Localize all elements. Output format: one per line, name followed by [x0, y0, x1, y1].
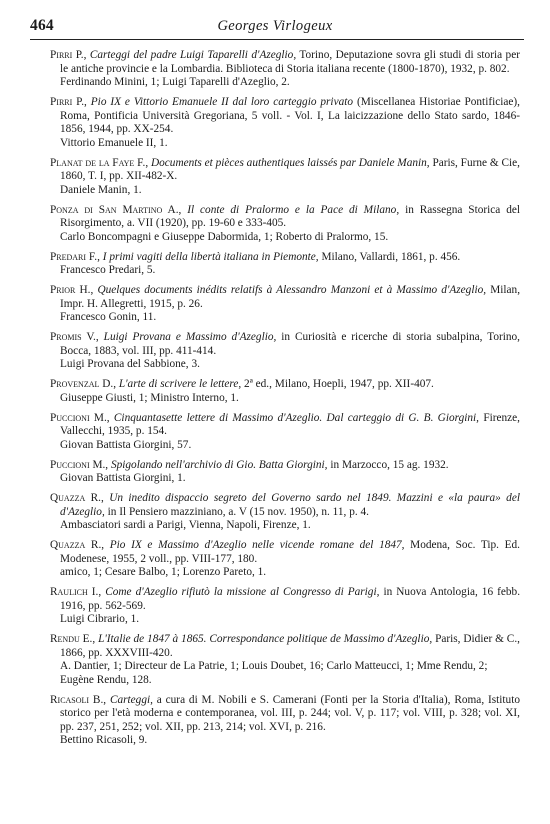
bibliography-entry	[50, 96, 520, 150]
entry-details: in Il Pensiero mazziniano, a. V (15 nov. 1950), n. 11, p. 4.	[107, 505, 369, 518]
entry-details: in Marzocco, 15 ag. 1932.	[330, 458, 449, 471]
bibliography-entry	[50, 49, 520, 90]
bibliography-entry	[50, 284, 520, 325]
entry-details: in Curiosità e ricerche di storia subalpina, Torino, Bocca, 1883, vol. III, pp. 411-414.	[60, 331, 520, 357]
entry-title: L'Italie de 1847 à 1865. Correspondance politique de Massimo d'Azeglio,	[98, 633, 433, 645]
entry-letters: Ferdinando Minini, 1; Luigi Taparelli d'Azeglio, 2.	[60, 76, 290, 88]
entry-title: Quelques documents inédits relatifs à Alessandro Manzoni et à Massimo d'Azeglio,	[97, 284, 487, 296]
entry-author: Pirri P.,	[50, 49, 87, 61]
entry-author: Pirri P.,	[50, 96, 87, 108]
entry-details: Paris, Didier & C., 1866, pp. XXXVIII-420.	[60, 633, 520, 659]
entry-letters: Luigi Cibrario, 1.	[60, 613, 140, 625]
entry-letters: Ambasciatori sardi a Parigi, Vienna, Napoli, Firenze, 1.	[60, 519, 311, 531]
bibliography-entry	[50, 492, 520, 533]
entry-letters: Giovan Battista Giorgini, 1.	[60, 472, 186, 484]
page-number: 464	[30, 17, 54, 34]
entry-author: Puccioni M.,	[50, 458, 109, 471]
entry-letters: Francesco Predari, 5.	[60, 264, 156, 276]
entry-letters: Bettino Ricasoli, 9.	[60, 734, 148, 746]
header-rule	[30, 39, 524, 40]
entry-title: Come d'Azeglio rifiutò la missione al Congresso di Parigi,	[105, 586, 380, 598]
entry-author: Provenzal D.,	[50, 378, 117, 390]
entry-letters: A. Dantier, 1; Directeur de La Patrie, 1; Louis Doubet, 16; Carlo Matteucci, 1; Mme Rendu, 2; Eugène Rendu, 128.	[60, 660, 488, 686]
entry-title: Carteggi,	[109, 693, 153, 706]
entry-letters: Francesco Gonin, 11.	[60, 311, 157, 323]
bibliography-entry	[50, 694, 520, 748]
bibliography-entry	[50, 251, 520, 278]
bibliography-entry	[50, 586, 520, 627]
entry-letters: Vittorio Emanuele II, 1.	[60, 136, 168, 149]
entry-author: Quazza R.,	[50, 539, 105, 551]
entry-details: Milan, Impr. H. Allegretti, 1915, p. 26.	[60, 284, 521, 310]
entry-title: Spigolando nell'archivio di Gio. Batta Giorgini,	[110, 458, 328, 471]
entry-author: Puccioni M.,	[50, 411, 110, 424]
entry-details: a cura di M. Nobili e S. Camerani (Fonti per la Storia d'Italia), Roma, Istituto storico per l'età moderna e contemporanea, vol. III, p. 244; vol. V, p. 117; vol. VIII, p. 328; vol. XI, pp. 237, 251, 252; vol. XII, pp. 213, 214; vol. XVI, p. 216.	[60, 693, 520, 733]
entry-letters: Giovan Battista Giorgini, 57.	[60, 438, 192, 451]
entry-author: Rendu E.,	[50, 633, 96, 645]
entry-details: Firenze, Vallecchi, 1935, p. 154.	[60, 411, 521, 437]
entry-details: (Miscellanea Historiae Pontificiae), Roma, Pontificia Università Gregoriana, 5 voll. - Vol. I, La laicizzazione dello Stato sardo, 1846-1856, 1944, pp. XX-254.	[60, 96, 521, 135]
entry-title: Pio IX e Vittorio Emanuele II dal loro carteggio privato	[90, 96, 354, 108]
page-header	[30, 17, 520, 41]
bibliography-entry	[50, 539, 520, 580]
entry-author: Planat de la Faye F.,	[50, 156, 149, 169]
entry-title: Un inedito dispaccio segreto del Governo sardo nel 1849. Mazzini e «la paura» del d'Azeglio,	[60, 492, 520, 518]
bibliography-entry	[50, 412, 520, 453]
entry-title: Pio IX e Massimo d'Azeglio nelle vicende romane del 1847,	[109, 539, 405, 551]
entry-details: Torino, Deputazione sovra gli studi di storia per le antiche provincie e la Lombardia. Biblioteca di Storia italiana recente (1800-1870), 1932, p. 802.	[60, 49, 520, 75]
entry-letters: Carlo Boncompagni e Giuseppe Dabormida, 1; Roberto di Pralormo, 15.	[60, 230, 389, 243]
entry-letters: amico, 1; Cesare Balbo, 1; Lorenzo Pareto, 1.	[60, 566, 267, 578]
entry-letters: Daniele Manin, 1.	[60, 183, 142, 196]
entry-author: Prior H.,	[50, 284, 94, 296]
bibliography-list	[50, 49, 520, 748]
entry-title: Luigi Provana e Massimo d'Azeglio,	[103, 331, 277, 343]
entry-author: Raulich I.,	[50, 586, 102, 598]
entry-author: Ricasoli B.,	[50, 693, 107, 706]
bibliography-entry	[50, 204, 520, 245]
entry-details: Modena, Soc. Tip. Ed. Modenese, 1955, 2 voll., pp. VIII-177, 180.	[60, 539, 521, 565]
bibliography-entry	[50, 157, 520, 198]
entry-title: Documents et pièces authentiques laissés par Daniele Manin,	[150, 156, 430, 169]
entry-details: Paris, Furne & Cie, 1860, T. I, pp. XII-482-X.	[60, 156, 520, 182]
entry-details: in Nuova Antologia, 16 febb. 1916, pp. 562-569.	[60, 586, 521, 612]
entry-title: I primi vagiti della libertà italiana in Piemonte,	[102, 250, 319, 263]
entry-letters: Giuseppe Giusti, 1; Ministro Interno, 1.	[60, 391, 239, 404]
bibliography-entry	[50, 459, 520, 486]
entry-author: Predari F.,	[50, 250, 100, 263]
entry-author: Promis V.,	[50, 331, 99, 343]
bibliography-entry	[50, 633, 520, 687]
entry-letters: Luigi Provana del Sabbione, 3.	[60, 358, 200, 370]
bibliography-entry	[50, 378, 520, 405]
running-title: Georges Virlogeux	[217, 18, 333, 34]
entry-title: L'arte di scrivere le lettere,	[118, 378, 242, 390]
entry-title: Carteggi del padre Luigi Taparelli d'Azeglio,	[89, 49, 297, 61]
entry-title: Cinquantasette lettere di Massimo d'Azeglio. Dal carteggio di G. B. Giorgini,	[113, 411, 480, 424]
bibliography-entry	[50, 331, 520, 372]
entry-details: 2ª ed., Milano, Hoepli, 1947, pp. XII-407.	[244, 378, 434, 390]
entry-details: in Rassegna Storica del Risorgimento, a. VII (1920), pp. 19-60 e 333-405.	[60, 203, 521, 229]
entry-title: Il conte di Pralormo e la Pace di Milano,	[187, 203, 400, 216]
entry-author: Quazza R.,	[50, 492, 104, 504]
entry-author: Ponza di San Martino A.,	[50, 203, 182, 216]
entry-details: Milano, Vallardi, 1861, p. 456.	[321, 250, 461, 263]
